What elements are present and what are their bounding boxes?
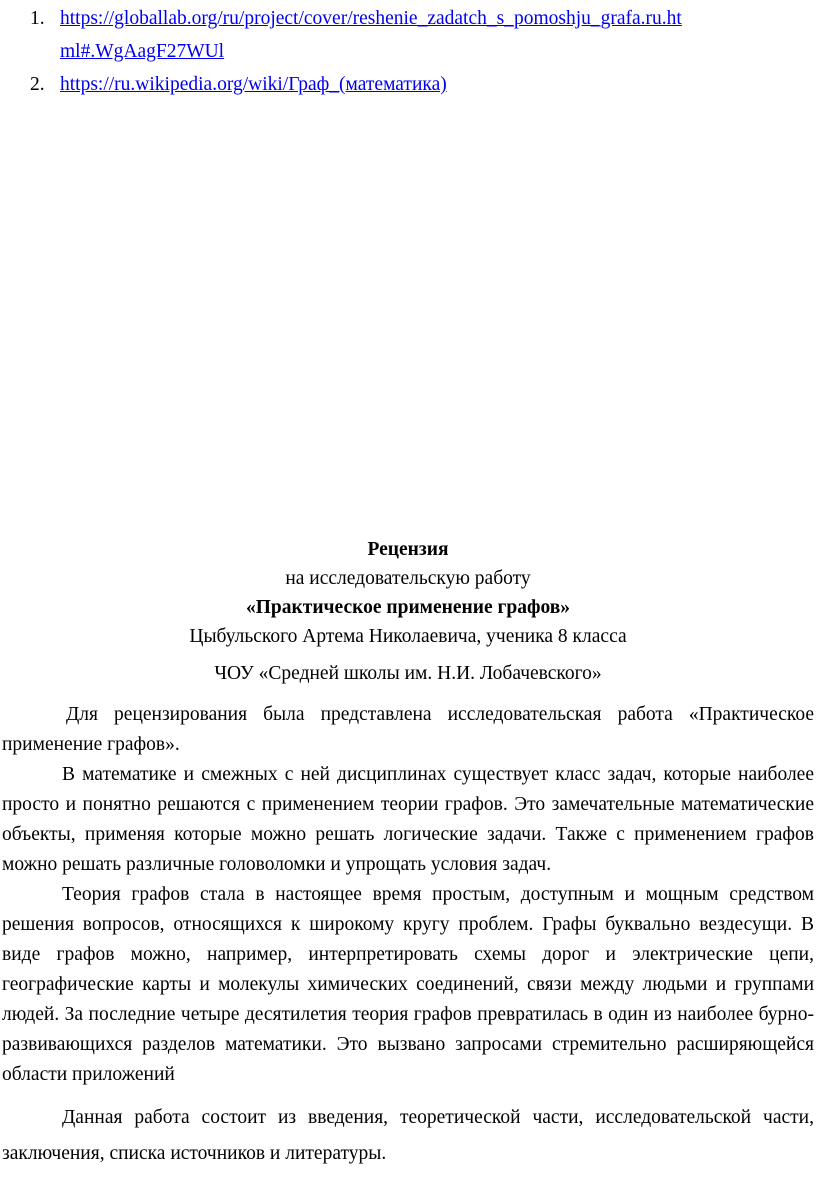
review-body — [0, 700, 816, 1172]
review-section — [0, 535, 816, 1172]
reference-link-line[interactable]: https://globallab.org/ru/project/cover/reshenie_zadatch_s_pomoshju_grafa.ru.ht — [60, 8, 682, 29]
references-list — [30, 2, 816, 101]
author-line: Цыбульского Артема Николаевича, ученика 8 класса — [189, 626, 627, 647]
review-paragraph: Для рецензирования была представлена исследовательская работа «Практическое применение графов». — [2, 704, 814, 755]
reference-link-2[interactable] — [60, 68, 447, 101]
review-paragraph: В математике и смежных с ней дисциплинах существует класс задач, которые наиболее просто и понятно решаются с применением теории графов. Это замечательные математические объекты, применяя которые можно решать логические задачи. Также с применением графов можно решать различные головоломки и упрощать условия задач. — [2, 764, 814, 875]
review-paragraph: Теория графов стала в настоящее время простым, доступным и мощным средством решения вопросов, относящихся к широкому кругу проблем. Графы буквально вездесущи. В виде графов можно, например, интерпретировать схемы дорог и электрические цепи, географические карты и молекулы химических соединений, связи между людьми и группами людей. За последние четыре десятилетия теория графов превратилась в один из наиболее бурно-развивающихся разделов математики. Это вызвано запросами стремительно расширяющейся области приложений — [2, 884, 814, 1085]
review-subtitle: на исследовательскую работу — [285, 568, 531, 589]
reference-item-1 — [30, 2, 816, 68]
reference-link-line[interactable]: https://ru.wikipedia.org/wiki/Граф_(математика) — [60, 74, 447, 95]
reference-number: 1. — [30, 8, 45, 29]
review-title: Рецензия — [367, 539, 449, 560]
reference-number: 2. — [30, 74, 45, 95]
reference-link-line[interactable]: ml#.WgAagF27WUl — [60, 41, 225, 62]
review-paragraph: Данная работа состоит из введения, теоретической части, исследовательской части, заключения, списка источников и литературы. — [2, 1107, 814, 1164]
reference-link-1[interactable] — [60, 2, 682, 68]
work-title: «Практическое применение графов» — [246, 597, 570, 618]
school-line: ЧОУ «Средней школы им. Н.И. Лобачевского» — [214, 663, 602, 684]
reference-item-2 — [30, 68, 816, 101]
